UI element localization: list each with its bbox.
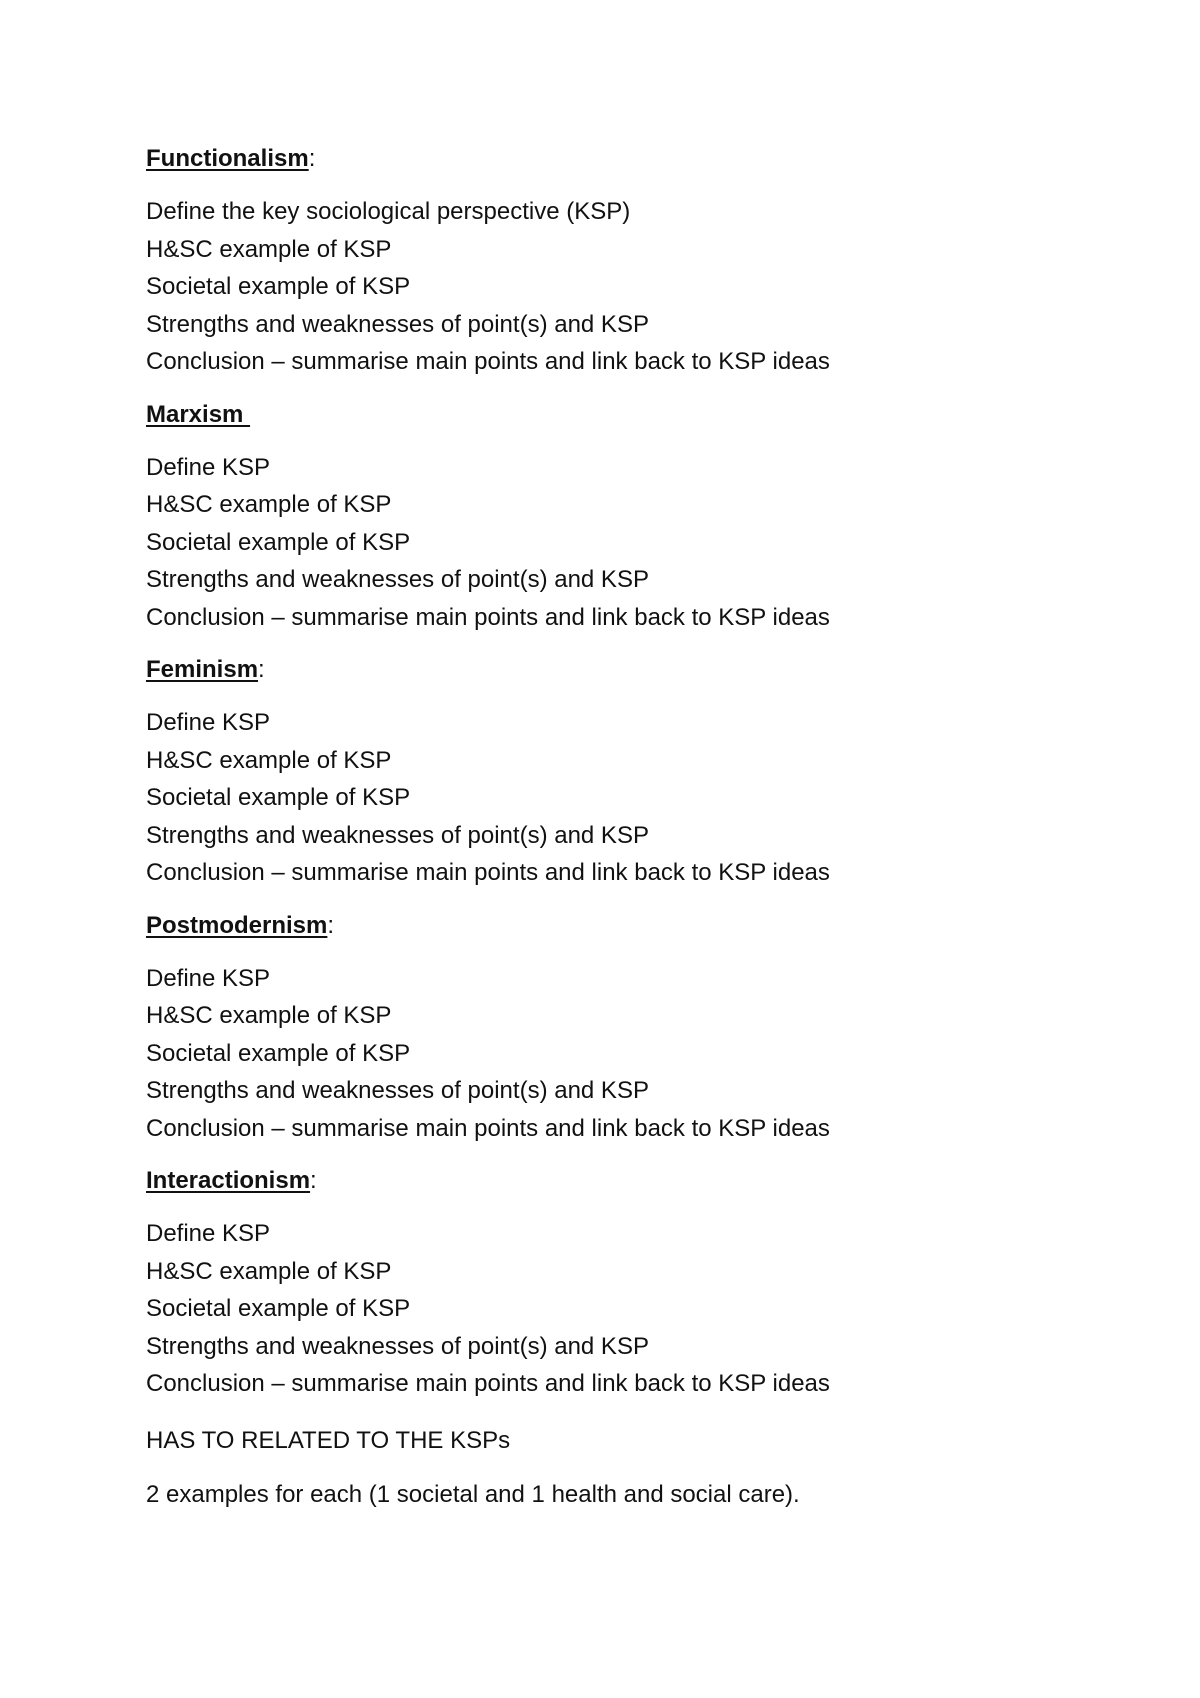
list-item: Societal example of KSP [146,784,411,811]
section-feminism [146,656,1146,892]
list-item: Conclusion – summarise main points and link back to KSP ideas [146,859,830,886]
list-item: H&SC example of KSP [146,1002,392,1029]
list-item: Societal example of KSP [146,1295,411,1322]
list-item: H&SC example of KSP [146,1257,392,1285]
section-heading-suffix: : [258,656,265,683]
section-functionalism [146,145,1146,381]
section-marxism [146,401,1146,637]
list-item: Societal example of KSP [146,273,411,300]
document-page [146,145,1146,1531]
section-heading [146,401,1146,429]
section-heading [146,656,1146,684]
list-item: Define the key sociological perspective (KSP) [146,198,631,225]
section-heading-suffix: : [308,145,316,172]
section-heading [146,912,1146,940]
section-heading [146,145,1146,173]
section-heading [146,1167,1146,1195]
list-item: Conclusion – summarise main points and link back to KSP ideas [146,603,830,631]
section-item-list [146,704,1146,892]
list-item: Strengths and weaknesses of point(s) and KSP [146,821,649,849]
list-item: H&SC example of KSP [146,491,392,518]
examples-note: 2 examples for each (1 societal and 1 health and social care). [146,1480,800,1508]
list-item: Strengths and weaknesses of point(s) and KSP [146,1077,649,1104]
list-item: Define KSP [146,1220,271,1247]
section-postmodernism [146,912,1146,1148]
section-interactionism [146,1167,1146,1403]
list-item: Define KSP [146,964,271,992]
section-heading-text: Interactionism [146,1167,311,1194]
section-item-list [146,193,1146,381]
section-item-list [146,449,1146,637]
list-item: H&SC example of KSP [146,235,392,263]
list-item: Societal example of KSP [146,1039,411,1067]
list-item: Strengths and weaknesses of point(s) and KSP [146,1332,649,1360]
section-heading-text: Postmodernism [146,911,328,939]
section-heading-suffix: : [310,1167,317,1194]
section-item-list [146,1215,1146,1403]
list-item: Societal example of KSP [146,528,411,556]
list-item: Conclusion – summarise main points and link back to KSP ideas [146,1114,830,1142]
list-item: Strengths and weaknesses of point(s) and KSP [146,310,649,338]
list-item: Strengths and weaknesses of point(s) and KSP [146,566,649,593]
section-heading-text: Functionalism [146,145,309,172]
requirement-note: HAS TO RELATED TO THE KSPs [146,1426,511,1454]
section-heading-suffix: : [327,911,335,939]
list-item: Conclusion – summarise main points and link back to KSP ideas [146,1370,830,1397]
section-heading-text: Feminism [146,656,259,683]
list-item: H&SC example of KSP [146,746,392,774]
list-item: Define KSP [146,709,271,736]
list-item: Conclusion – summarise main points and link back to KSP ideas [146,348,830,375]
list-item: Define KSP [146,453,271,481]
section-heading-text: Marxism [146,400,251,428]
section-item-list [146,960,1146,1148]
